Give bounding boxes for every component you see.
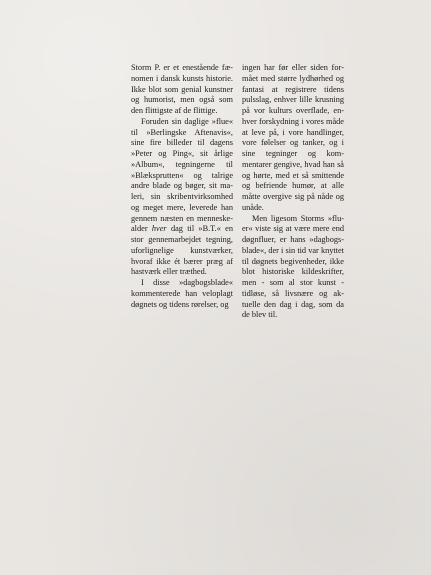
left-text-column: [131, 63, 233, 310]
paragraph-continuation: ingen har før eller siden formået med større lydhørhed og fantasi at registrere tidens pulsslag, enhver lille krusning på vor kulturs overflade, enhver forskydning i vores måde at leve på, i vore handlinger, vore følelser og tanker, og i sine tegninger og kommentarer gengive, hvad han så og hørte, med et så smittende og befriende humør, at alle måtte overgive sig på nåde og unåde.: [242, 63, 344, 212]
emphasis-hver: hver: [151, 224, 167, 234]
paragraph-daily-work-text: Foruden sin daglige »flue« til »Berlingske Aftenavis«, sine fire billeder til dagens »Peter og Ping«, sit årlige »Album«, tegningerne til »Blæksprutten« og talrige andre blade og bøger, sit maleri, sin skribentvirksomhed og meget mere, leverede han gennem næsten en menneskealder: [131, 116, 233, 234]
paragraph-daily-work-cont: dag til »B.T.« en stor gennemarbejdet tegning, uforlignelige kunstværker, hvoraf ikke ét bærer præg af hastværk eller træthed.: [131, 224, 233, 277]
paragraph-intro: Storm P. er et enestående fænomen i dansk kunsts historie. Ikke blot som genial kunstner og humorist, men også som den flittigste af de flittige.: [131, 63, 233, 115]
right-text-column: [242, 63, 344, 321]
paragraph-daily-work: [131, 117, 233, 278]
paragraph-timeless: Men ligesom Storms »fluer« viste sig at være mere end døgnfluer, er hans »dagbogsblade«, der i sin tid var knyttet til døgnets begivenheder, ikke blot historiske kildeskrifter, men - som al stor kunst - tidløse, så livsnære og aktuelle den dag i dag, som da de blev til.: [242, 213, 344, 320]
paragraph-diary-pages: I disse »dagbogsblade« kommenterede han veloplagt døgnets og tidens rørelser, og: [131, 278, 233, 309]
